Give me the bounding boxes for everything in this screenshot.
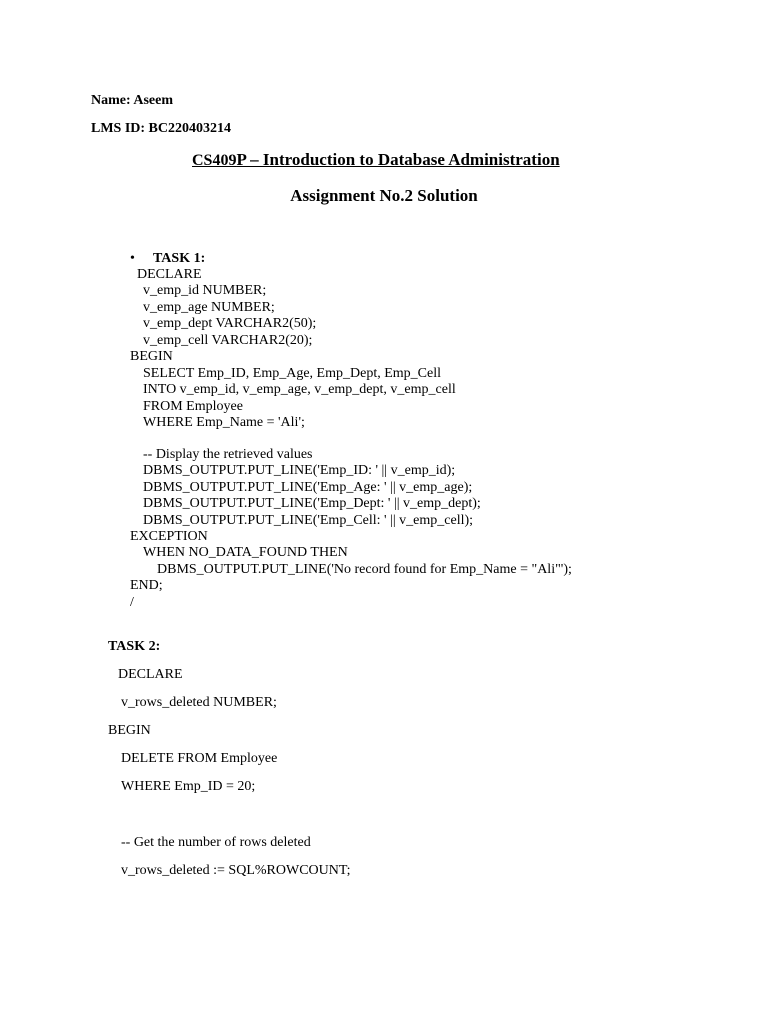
code-line: DBMS_OUTPUT.PUT_LINE('Emp_Age: ' || v_emp_age); (143, 480, 473, 495)
task2-heading: TASK 2: (108, 639, 161, 654)
code-line: DBMS_OUTPUT.PUT_LINE('No record found for Emp_Name = "Ali"'); (157, 562, 572, 577)
code-line: v_emp_dept VARCHAR2(50); (143, 316, 317, 331)
code-line: INTO v_emp_id, v_emp_age, v_emp_dept, v_emp_cell (143, 382, 456, 397)
code-line: BEGIN (130, 349, 173, 364)
student-name: Name: Aseem (91, 93, 174, 108)
code-line: END; (130, 578, 163, 593)
code-line: WHERE Emp_Name = 'Ali'; (143, 415, 305, 430)
code-line: v_rows_deleted := SQL%ROWCOUNT; (121, 863, 351, 878)
code-comment: -- Display the retrieved values (143, 447, 313, 462)
code-line: DELETE FROM Employee (121, 751, 278, 766)
code-line: BEGIN (108, 723, 151, 738)
code-line: DBMS_OUTPUT.PUT_LINE('Emp_Cell: ' || v_emp_cell); (143, 513, 474, 528)
bullet-icon: • (130, 251, 135, 266)
lms-id: LMS ID: BC220403214 (91, 121, 232, 136)
code-line: v_emp_id NUMBER; (143, 283, 267, 298)
course-name: P – Introduction to Database Administration (236, 150, 560, 169)
code-line: / (130, 595, 134, 610)
code-line: WHEN NO_DATA_FOUND THEN (143, 545, 348, 560)
code-line: SELECT Emp_ID, Emp_Age, Emp_Dept, Emp_Cell (143, 366, 441, 381)
code-line: DECLARE (118, 667, 183, 682)
code-comment: -- Get the number of rows deleted (121, 835, 311, 850)
course-code: CS409 (192, 152, 237, 169)
code-line: v_emp_cell VARCHAR2(20); (143, 333, 313, 348)
code-line: v_emp_age NUMBER; (143, 300, 275, 315)
code-line: FROM Employee (143, 399, 243, 414)
assignment-subtitle: Assignment No.2 Solution (290, 186, 478, 205)
code-line: EXCEPTION (130, 529, 208, 544)
code-line: DBMS_OUTPUT.PUT_LINE('Emp_Dept: ' || v_emp_dept); (143, 496, 481, 511)
course-title (192, 150, 560, 171)
code-line: WHERE Emp_ID = 20; (121, 779, 256, 794)
code-line: v_rows_deleted NUMBER; (121, 695, 277, 710)
task1-heading: TASK 1: (153, 251, 206, 266)
code-line: DBMS_OUTPUT.PUT_LINE('Emp_ID: ' || v_emp_id); (143, 463, 456, 478)
code-line: DECLARE (137, 267, 202, 282)
